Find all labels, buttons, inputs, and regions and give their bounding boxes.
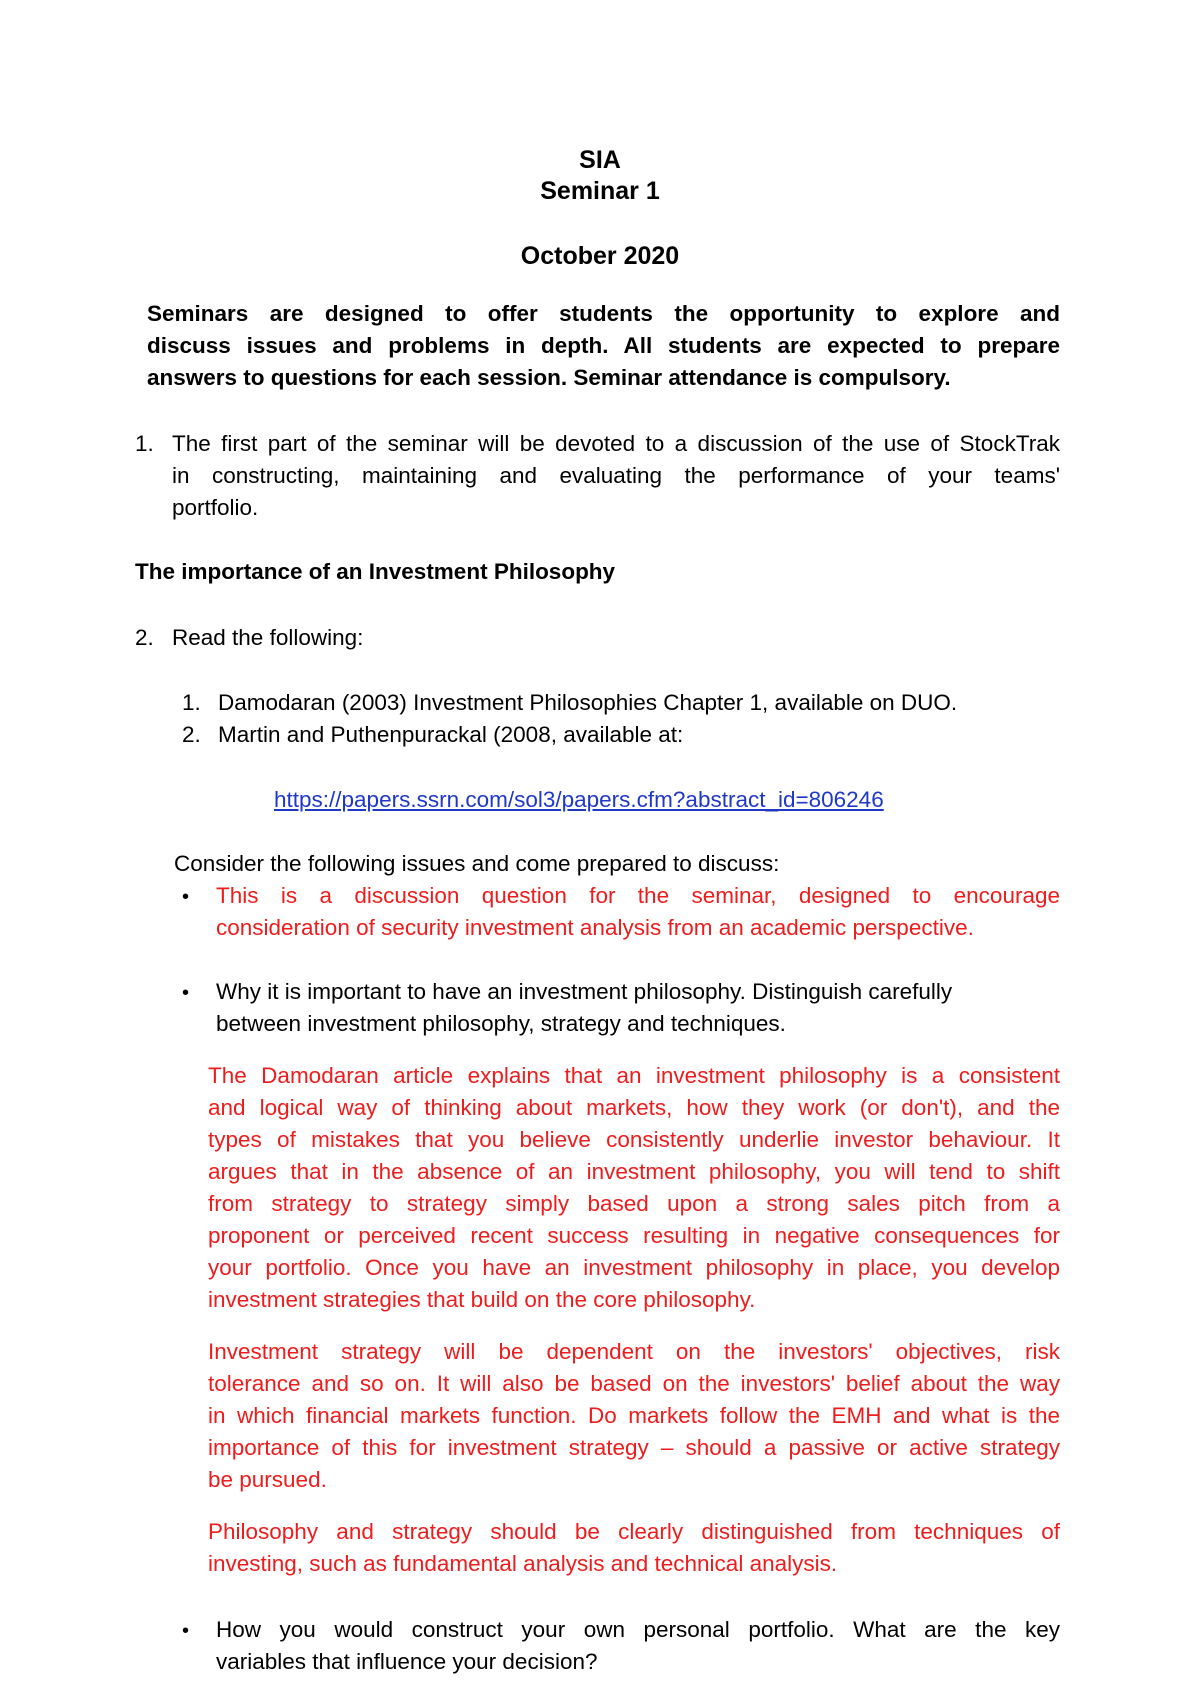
seminar-date: October 2020 bbox=[520, 242, 680, 270]
answer-p1-line-4: argues that in the absence of an investment philosophy, you will tend to shift bbox=[208, 1159, 1060, 1184]
answer-p2-line-5: be pursued. bbox=[208, 1467, 327, 1492]
reading-1-text: Damodaran (2003) Investment Philosophies Chapter 1, available on DUO. bbox=[218, 690, 958, 715]
reading-1-number: 1. bbox=[182, 690, 201, 715]
course-title: SIA bbox=[579, 146, 621, 174]
answer-p1-line-5: from strategy to strategy simply based upon a strong sales pitch from a bbox=[208, 1191, 1060, 1216]
intro-line-2: discuss issues and problems in depth. All students are expected to prepare bbox=[147, 333, 1060, 358]
answer-p2-line-4: importance of this for investment strategy – should a passive or active strategy bbox=[208, 1435, 1060, 1460]
ssrn-paper-link[interactable]: https://papers.ssrn.com/sol3/papers.cfm?abstract_id=806246 bbox=[274, 787, 884, 812]
question-1-number: 1. bbox=[135, 431, 154, 456]
answer-p2-line-2: tolerance and so on. It will also be based on the investors' belief about the way bbox=[208, 1371, 1060, 1396]
answer-p2-line-3: in which financial markets function. Do markets follow the EMH and what is the bbox=[208, 1403, 1060, 1428]
intro-line-3: answers to questions for each session. Seminar attendance is compulsory. bbox=[147, 365, 951, 390]
bullet-2-line-1: Why it is important to have an investment philosophy. Distinguish carefully bbox=[216, 979, 953, 1004]
bullet-2-line-2: between investment philosophy, strategy and techniques. bbox=[216, 1011, 786, 1036]
bullet-1-line-1: This is a discussion question for the seminar, designed to encourage bbox=[216, 883, 1060, 908]
question-1-line-3: portfolio. bbox=[172, 495, 259, 520]
answer-p3-line-2: investing, such as fundamental analysis and technical analysis. bbox=[208, 1551, 838, 1576]
consider-text: Consider the following issues and come prepared to discuss: bbox=[174, 851, 780, 876]
bullet-1-symbol: • bbox=[182, 886, 190, 908]
bullet-3-symbol: • bbox=[182, 1620, 190, 1642]
answer-p1-line-7: your portfolio. Once you have an investment philosophy in place, you develop bbox=[208, 1255, 1060, 1280]
bullet-3-line-1: How you would construct your own personal portfolio. What are the key bbox=[216, 1617, 1060, 1642]
question-1-line-1: The first part of the seminar will be devoted to a discussion of the use of StockTrak bbox=[172, 431, 1060, 456]
bullet-2-symbol: • bbox=[182, 982, 190, 1004]
reading-2-text: Martin and Puthenpurackal (2008, available at: bbox=[218, 722, 684, 747]
answer-p1-line-3: types of mistakes that you believe consistently underlie investor behaviour. It bbox=[208, 1127, 1060, 1152]
answer-p1-line-2: and logical way of thinking about markets, how they work (or don't), and the bbox=[208, 1095, 1060, 1120]
section-heading: The importance of an Investment Philosophy bbox=[135, 559, 616, 584]
question-1-line-2: in constructing, maintaining and evaluating the performance of your teams' bbox=[172, 463, 1060, 488]
answer-p1-line-8: investment strategies that build on the core philosophy. bbox=[208, 1287, 756, 1312]
answer-p1-line-6: proponent or perceived recent success resulting in negative consequences for bbox=[208, 1223, 1060, 1248]
seminar-title: Seminar 1 bbox=[540, 177, 660, 205]
answer-p1-line-1: The Damodaran article explains that an investment philosophy is a consistent bbox=[208, 1063, 1060, 1088]
answer-p2-line-1: Investment strategy will be dependent on the investors' objectives, risk bbox=[208, 1339, 1060, 1364]
bullet-3-line-2: variables that influence your decision? bbox=[216, 1649, 598, 1674]
question-2-number: 2. bbox=[135, 625, 154, 650]
intro-line-1: Seminars are designed to offer students the opportunity to explore and bbox=[147, 301, 1060, 326]
answer-p3-line-1: Philosophy and strategy should be clearly distinguished from techniques of bbox=[208, 1519, 1060, 1544]
reading-2-number: 2. bbox=[182, 722, 201, 747]
bullet-1-line-2: consideration of security investment analysis from an academic perspective. bbox=[216, 915, 974, 940]
question-2-text: Read the following: bbox=[172, 625, 364, 650]
